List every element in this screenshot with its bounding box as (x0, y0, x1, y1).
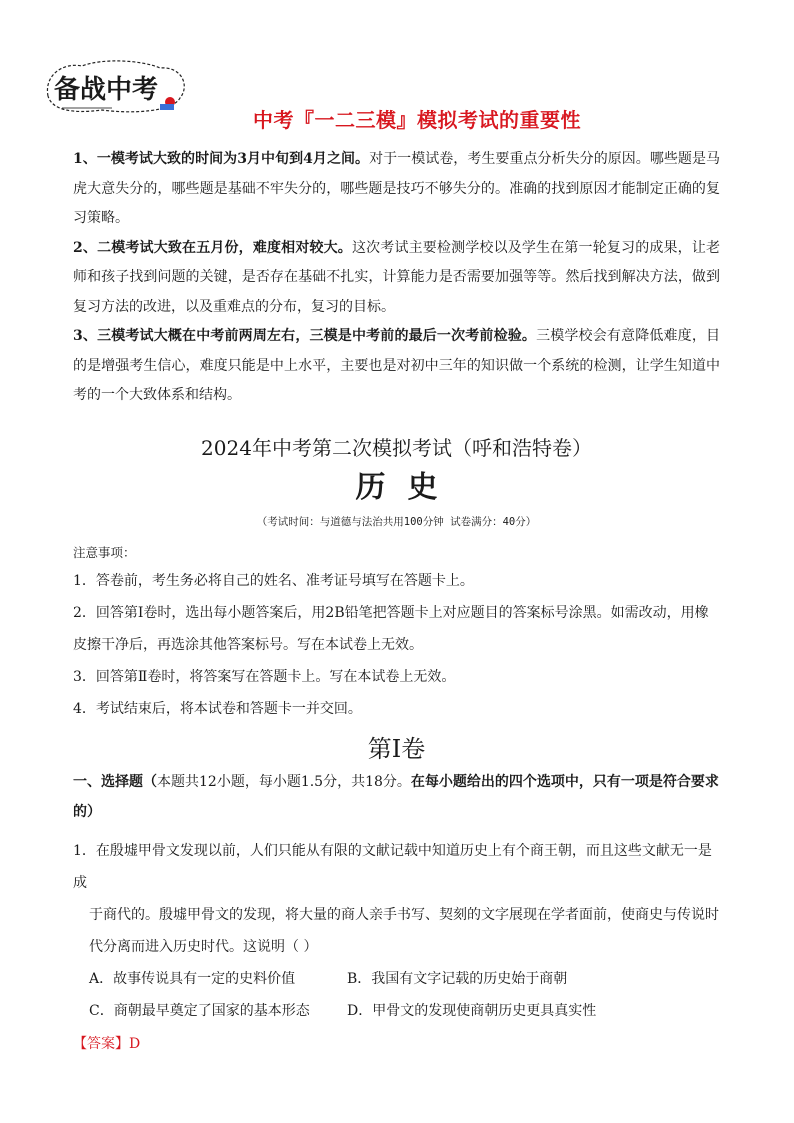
answer-value: D (129, 1035, 141, 1052)
exam-title: 2024年中考第二次模拟考试（呼和浩特卷） (201, 435, 592, 460)
volume-title: 第Ⅰ卷 (367, 734, 426, 763)
note-item: 4．考试结束后，将本试卷和答题卡一并交回。 (73, 700, 362, 717)
promo-paragraph-2-text: 这次考试主要检测学校以及学生在第一轮复习的成果，让老师和孩子找到问题的关键，是否存在基础不扎实，计算能力是否需要加强等等。然后找到解决方法，做到复习方法的改进，以及重难点的分布，复习的目标。 (73, 239, 720, 315)
option-a: A．故事传说具有一定的史料价值 (89, 970, 296, 987)
exam-subject: 历史 (355, 469, 460, 505)
option-c: C．商朝最早奠定了国家的基本形态 (89, 1002, 310, 1019)
logo-text: 备战中考 (54, 75, 159, 105)
promo-paragraph-3 (73, 322, 720, 411)
note-item: 1．答卷前，考生务必将自己的姓名、准考证号填写在答题卡上。 (73, 572, 474, 589)
question-1-stem: 1．在殷墟甲骨文发现以前，人们只能从有限的文献记载中知道历史上有个商王朝，而且这些文献无一是成 (73, 842, 712, 891)
section-heading (73, 767, 720, 827)
option-d: D．甲骨文的发现使商朝历史更具真实性 (347, 1002, 597, 1019)
answer-label: 【答案】 (73, 1035, 129, 1052)
promo-paragraph-3-bold: 3、三模考试大概在中考前两周左右，三模是中考前的最后一次考前检验。 (73, 328, 537, 344)
promo-paragraph-1-bold: 1、一模考试大致的时间为3月中旬到4月之间。 (73, 151, 370, 167)
note-item: 2．回答第Ⅰ卷时，选出每小题答案后，用2B铅笔把答题卡上对应题目的答案标号涂黑。如需改动，用橡皮擦干净后，再选涂其他答案标号。写在本试卷上无效。 (73, 604, 709, 653)
exam-info: （考试时间：与道德与法治共用100分钟 试卷满分：40分） (256, 515, 537, 528)
page-content (73, 145, 720, 1059)
section-mid: 本题共12小题，每小题1.5分，共18分。 (157, 773, 411, 790)
option-b: B．我国有文字记载的历史始于商朝 (347, 970, 568, 987)
promo-paragraph-3-text: 三模学校会有意降低难度，目的是增强考生信心，难度只能是中上水平，主要也是对初中三年的知识做一个系统的检测，让学生知道中考的一个大致体系和结构。 (73, 328, 720, 403)
question-1-stem-cont: 于商代的。殷墟甲骨文的发现，将大量的商人亲手书写、契刻的文字展现在学者面前，使商史与传说时代分离而进入历史时代。这说明（ ） (89, 906, 719, 955)
notes-heading: 注意事项： (73, 544, 136, 560)
question-1-answer (73, 1029, 720, 1059)
section-lead: 一、选择题（ (73, 773, 157, 790)
promo-paragraph-2 (73, 234, 720, 323)
note-item: 3．回答第Ⅱ卷时，将答案写在答题卡上。写在本试卷上无效。 (73, 668, 456, 685)
question-1-options (89, 963, 720, 1027)
promo-title: 中考『一二三模』模拟考试的重要性 (253, 108, 581, 132)
promo-paragraph-2-bold: 2、二模考试大致在五月份，难度相对较大。 (73, 239, 352, 256)
promo-paragraph-1-text: 对于一模试卷，考生要重点分析失分的原因。哪些题是马虎大意失分的，哪些题是基础不牢失分的，哪些题是技巧不够失分的。准确的找到原因才能制定正确的复习策略。 (73, 151, 720, 226)
promo-paragraph-1 (73, 145, 720, 234)
section-tail: 在每小题给出的四个选项中，只有一项是符合要求的） (73, 773, 719, 820)
